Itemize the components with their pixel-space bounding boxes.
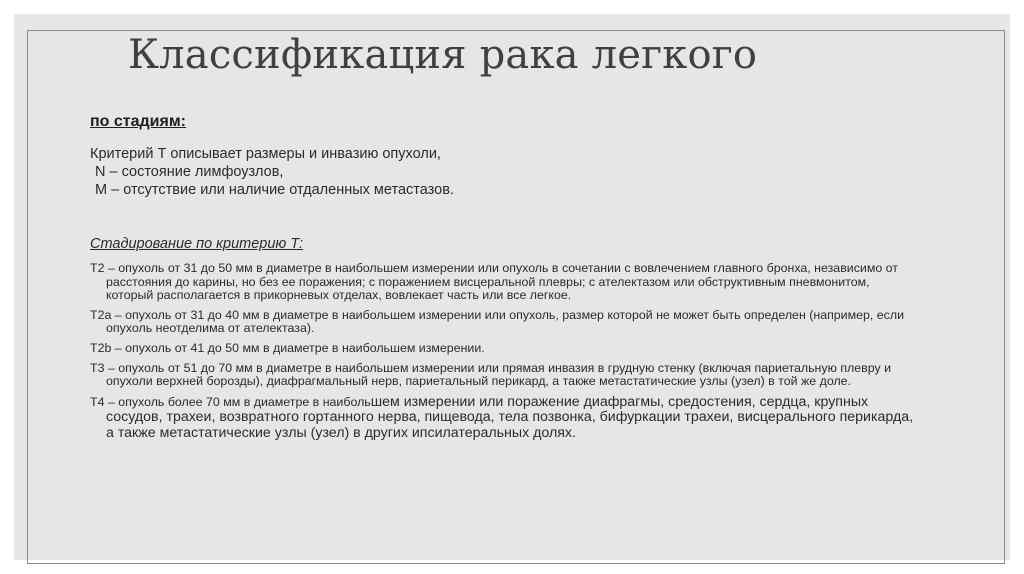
criteria-line-n: N – состояние лимфоузлов,: [95, 164, 284, 180]
stage-t2b: T2b – опухоль от 41 до 50 мм в диаметре в наибольшем измерении.: [90, 340, 485, 355]
stage-t2a: T2a – опухоль от 31 до 40 мм в диаметре в наибольшем измерении или опухоль, размер которой не может быть определен (например, если опухоль неотделима от ателектаза).: [90, 307, 905, 336]
criteria-line-m: M – отсутствие или наличие отдаленных метастазов.: [95, 182, 454, 198]
criteria-list: [90, 145, 454, 199]
section-heading: по стадиям:: [90, 113, 187, 130]
criteria-line-t: Критерий Т описывает размеры и инвазию опухоли,: [90, 146, 441, 162]
staging-heading: Стадирование по критерию Т:: [90, 236, 304, 252]
stage-t4: [90, 395, 920, 441]
stages-list: [90, 262, 920, 447]
stage-t2: T2 – опухоль от 31 до 50 мм в диаметре в наибольшем измерении или опухоль в сочетании с вовлечением главного бронха, независимо от расстояния до карины, но без ее поражения; с поражением висцеральной плевры; с ателектазом или обструктивным пневмонитом, который располагается в прикорневых отделах, вовлекает часть или все легкое.: [90, 261, 898, 303]
stage-t4-rest: шем измерении или поражение диафрагмы, средостения, сердца, крупных сосудов, трахеи, возвратного гортанного нерва, пищевода, тела позвонка, бифуркации трахеи, висцерального перикарда, а также метастатические узлы (узел) в других ипсилатеральных долях.: [106, 393, 914, 441]
stage-t3: T3 – опухоль от 51 до 70 мм в диаметре в наибольшем измерении или прямая инвазия в грудную стенку (включая париетальную плевру и опухоли верхней борозды), диафрагмальный нерв, париетальный перикард, а также метастатические узлы (узел) в той же доле.: [90, 360, 892, 389]
slide-title: Классификация рака легкого: [128, 32, 758, 78]
stage-t4-start: T4 – опухоль более 70 мм в диаметре в наиболь: [90, 394, 371, 409]
